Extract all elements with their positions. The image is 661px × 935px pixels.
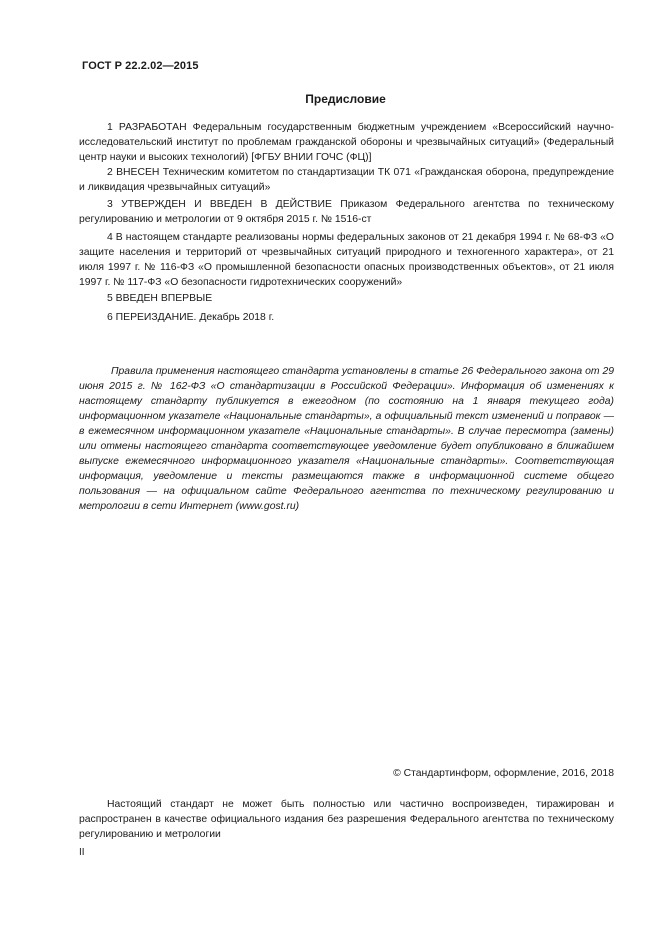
paragraph-introduced: 2 ВНЕСЕН Техническим комитетом по стандартизации ТК 071 «Гражданская оборона, предупреждение и ликвидация чрезвычайных ситуаций» <box>79 167 614 193</box>
standard-application-notice: Правила применения настоящего стандарта установлены в статье 26 Федерального закона от 29 июня 2015 г. № 162-ФЗ «О стандартизации в Российской Федерации». Информация об изменениях к настоящему стандарту публикуется в ежегодном (по состоянию на 1 января текущего года) информационном указателе «Национальные стандарты», а официальный текст изменений и поправок — в ежемесячном информационном указателе «Национальные стандарты». В случае пересмотра (замены) или отмены настоящего стандарта соответствующее уведомление будет опубликовано в ближайшем выпуске ежемесячного информационного указателя «Национальные стандарты». Соответствующая информация, уведомление и тексты размещаются также в информационной системе общего пользования — на официальном сайте Федерального агентства по техническому регулированию и метрологии в сети Интернет (www.gost.ru) <box>79 366 614 512</box>
reproduction-notice: Настоящий стандарт не может быть полностью или частично воспроизведен, тиражирован и распространен в качестве официального издания без разрешения Федерального агентства по техническому регулированию и метрологии <box>79 799 614 840</box>
paragraph-reissue: 6 ПЕРЕИЗДАНИЕ. Декабрь 2018 г. <box>107 312 275 323</box>
page-title: Предисловие <box>305 92 386 106</box>
paragraph-approved: 3 УТВЕРЖДЕН И ВВЕДЕН В ДЕЙСТВИЕ Приказом Федерального агентства по техническому регулированию и метрологии от 9 октября 2015 г. № 1516-ст <box>79 199 614 225</box>
paragraph-developed: 1 РАЗРАБОТАН Федеральным государственным бюджетным учреждением «Всероссийский научно-исследовательский институт по проблемам гражданской обороны и чрезвычайных ситуаций» (Федеральный центр науки и высоких технологий) [ФГБУ ВНИИ ГОЧС (ФЦ)] <box>79 122 614 163</box>
paragraph-federal-laws: 4 В настоящем стандарте реализованы нормы федеральных законов от 21 декабря 1994 г. № 68-ФЗ «О защите населения и территорий от чрезвычайных ситуаций природного и техногенного характера», от 21 июля 1997 г. № 116-ФЗ «О промышленной безопасности опасных производственных объектов», от 21 июля 1997 г. № 117-ФЗ «О безопасности гидротехнических сооружений» <box>79 232 614 288</box>
page-number: II <box>79 847 85 858</box>
paragraph-first-introduced: 5 ВВЕДЕН ВПЕРВЫЕ <box>107 293 213 304</box>
document-code: ГОСТ Р 22.2.02—2015 <box>82 60 199 72</box>
copyright-line: © Стандартинформ, оформление, 2016, 2018 <box>393 768 614 779</box>
